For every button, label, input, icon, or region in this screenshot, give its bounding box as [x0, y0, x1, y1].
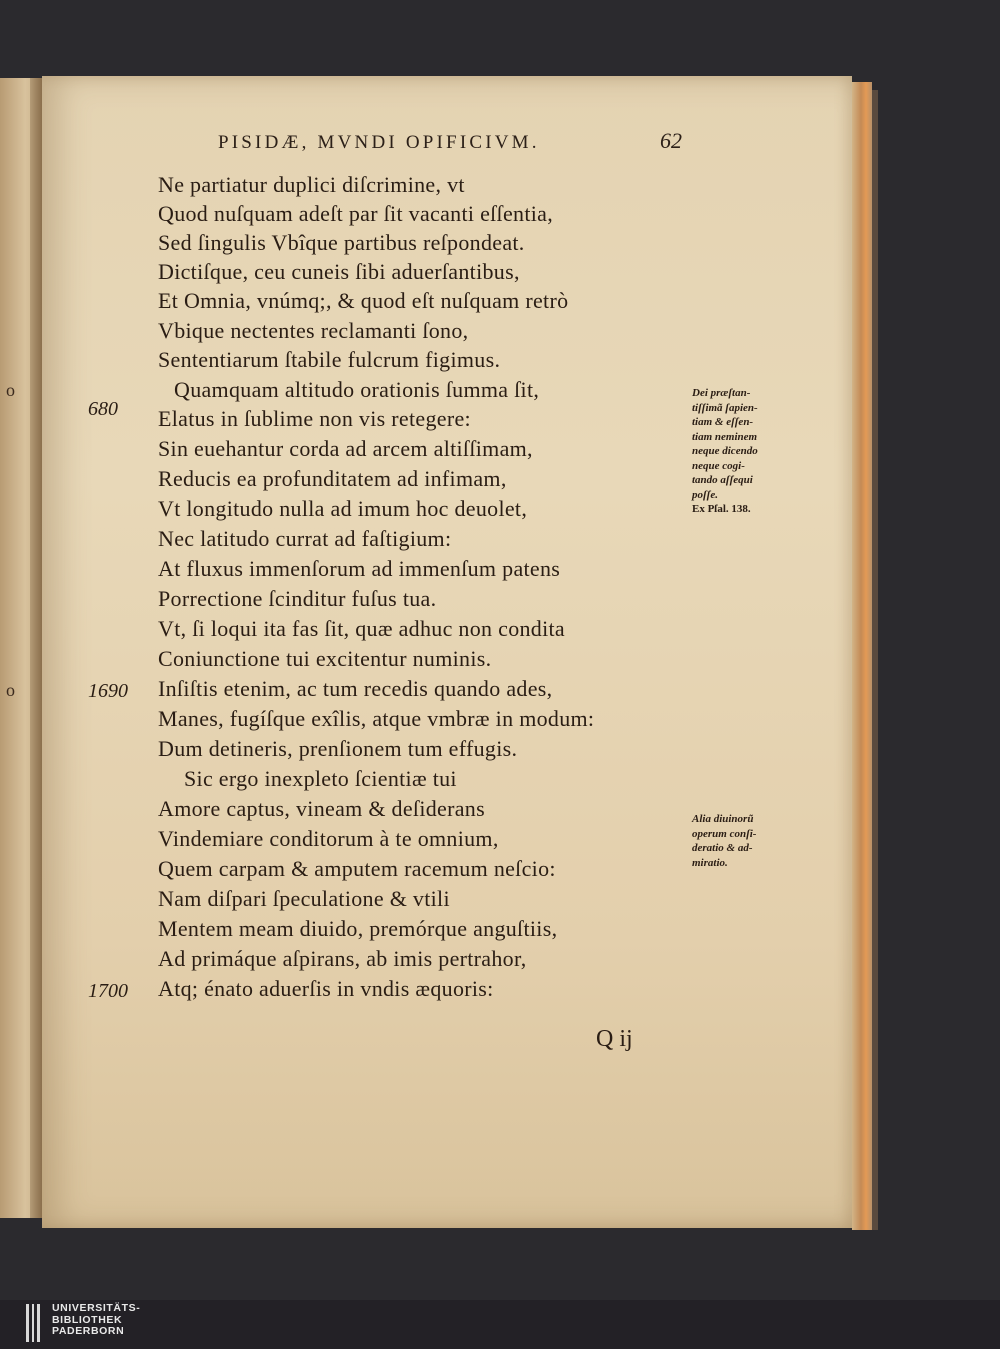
verse-line: Inſiſtis etenim, ac tum recedis quando ades,	[158, 676, 553, 701]
verse-line: Et Omnia, vnúmq;, & quod eſt nuſquam retrò	[158, 288, 569, 313]
margin-note-line: Dei præſtan-	[692, 387, 751, 399]
line-number: 680	[88, 398, 118, 420]
running-head: PISIDÆ, MVNDI OPIFICIVM.	[218, 132, 540, 153]
verse-line: Coniunctione tui excitentur numinis.	[158, 646, 492, 671]
verse-line: Atq; énato aduerſis in vndis æquoris:	[158, 976, 494, 1001]
verse-line: Sed ſingulis Vbîque partibus reſpondeat.	[158, 230, 525, 255]
verse-line: Quod nuſquam adeſt par ſit vacanti eſſentia,	[158, 201, 554, 226]
margin-note-line: Alia diuinorũ	[692, 813, 754, 825]
verse-line: Mentem meam diuido, premórque anguſtiis,	[158, 916, 558, 941]
verse-line: Sententiarum ſtabile fulcrum figimus.	[158, 347, 501, 372]
verse-line: Dum detineris, prenſionem tum effugis.	[158, 736, 518, 761]
line-number: 1690	[88, 680, 128, 702]
page-number: 62	[660, 128, 682, 153]
verse-line: At fluxus immenſorum ad immenſum patens	[158, 556, 561, 581]
margin-note-line: operum conſi-	[692, 827, 757, 840]
library-name-line: UNIVERSITÄTS-	[52, 1302, 141, 1314]
verse-line: Vt, ſi loqui ita fas ſit, quæ adhuc non condita	[158, 616, 565, 641]
verse-line: Manes, fugíſque exîlis, atque vmbræ in modum:	[158, 706, 595, 731]
verse-line: Quamquam altitudo orationis ſumma ſit,	[174, 377, 540, 402]
margin-note-line: tiam neminem	[692, 430, 758, 443]
library-name	[52, 1303, 140, 1338]
margin-note-line: tiſſimã ſapien-	[692, 401, 758, 414]
line-number: 1700	[88, 980, 128, 1002]
verse-line: Sin euehantur corda ad arcem altiſſimam,	[158, 436, 533, 461]
margin-note-line: tiam & eſſen-	[692, 416, 754, 428]
margin-note-line: tando aſſequi	[692, 474, 753, 486]
verse-line: Vindemiare conditorum à te omnium,	[158, 826, 499, 851]
verse-line: Amore captus, vineam & deſiderans	[158, 796, 485, 821]
margin-note-line: deratio & ad-	[692, 842, 753, 854]
verse-line: Porrectione ſcinditur fuſus tua.	[158, 586, 437, 611]
library-name-line: BIBLIOTHEK	[52, 1313, 123, 1326]
library-name-line: PADERBORN	[52, 1325, 125, 1337]
verse-line: Sic ergo inexpleto ſcientiæ tui	[184, 766, 457, 791]
margin-note-reference: Ex Pſal. 138.	[692, 503, 751, 515]
margin-note	[692, 812, 802, 870]
library-footer	[0, 1300, 1000, 1349]
verse-line: Nam diſpari ſpeculatione & vtili	[158, 886, 450, 911]
verse-line: Quem carpam & amputem racemum neſcio:	[158, 856, 556, 881]
verse-line: Ne partiatur duplici diſcrimine, vt	[158, 172, 465, 197]
verse-line: Nec latitudo currat ad faſtigium:	[158, 526, 452, 551]
library-logo-icon	[26, 1304, 40, 1342]
facing-page-shadow	[30, 78, 42, 1218]
margin-note-line: neque cogi-	[692, 459, 745, 472]
facing-page-mark: o	[6, 680, 15, 700]
margin-note-line: poſſe.	[692, 488, 718, 501]
signature-mark: Q ij	[596, 1026, 633, 1052]
verse-line: Ad primáque aſpirans, ab imis pertrahor,	[158, 946, 527, 971]
verse-line: Vt longitudo nulla ad imum hoc deuolet,	[158, 496, 528, 521]
margin-note-line: neque dicendo	[692, 445, 758, 457]
verse-line: Vbique nectentes reclamanti ſono,	[158, 318, 469, 343]
verse-line: Reducis ea profunditatem ad infimam,	[158, 466, 507, 491]
facing-page-mark: o	[6, 380, 15, 400]
margin-note	[692, 386, 802, 517]
margin-note-line: miratio.	[692, 856, 728, 869]
verse-line: Elatus in ſublime non vis retegere:	[158, 406, 471, 431]
book-cover-edge	[872, 90, 878, 1230]
verse-line: Dictiſque, ceu cuneis ſibi aduerſantibus,	[158, 259, 520, 284]
page-fore-edge	[852, 82, 872, 1230]
